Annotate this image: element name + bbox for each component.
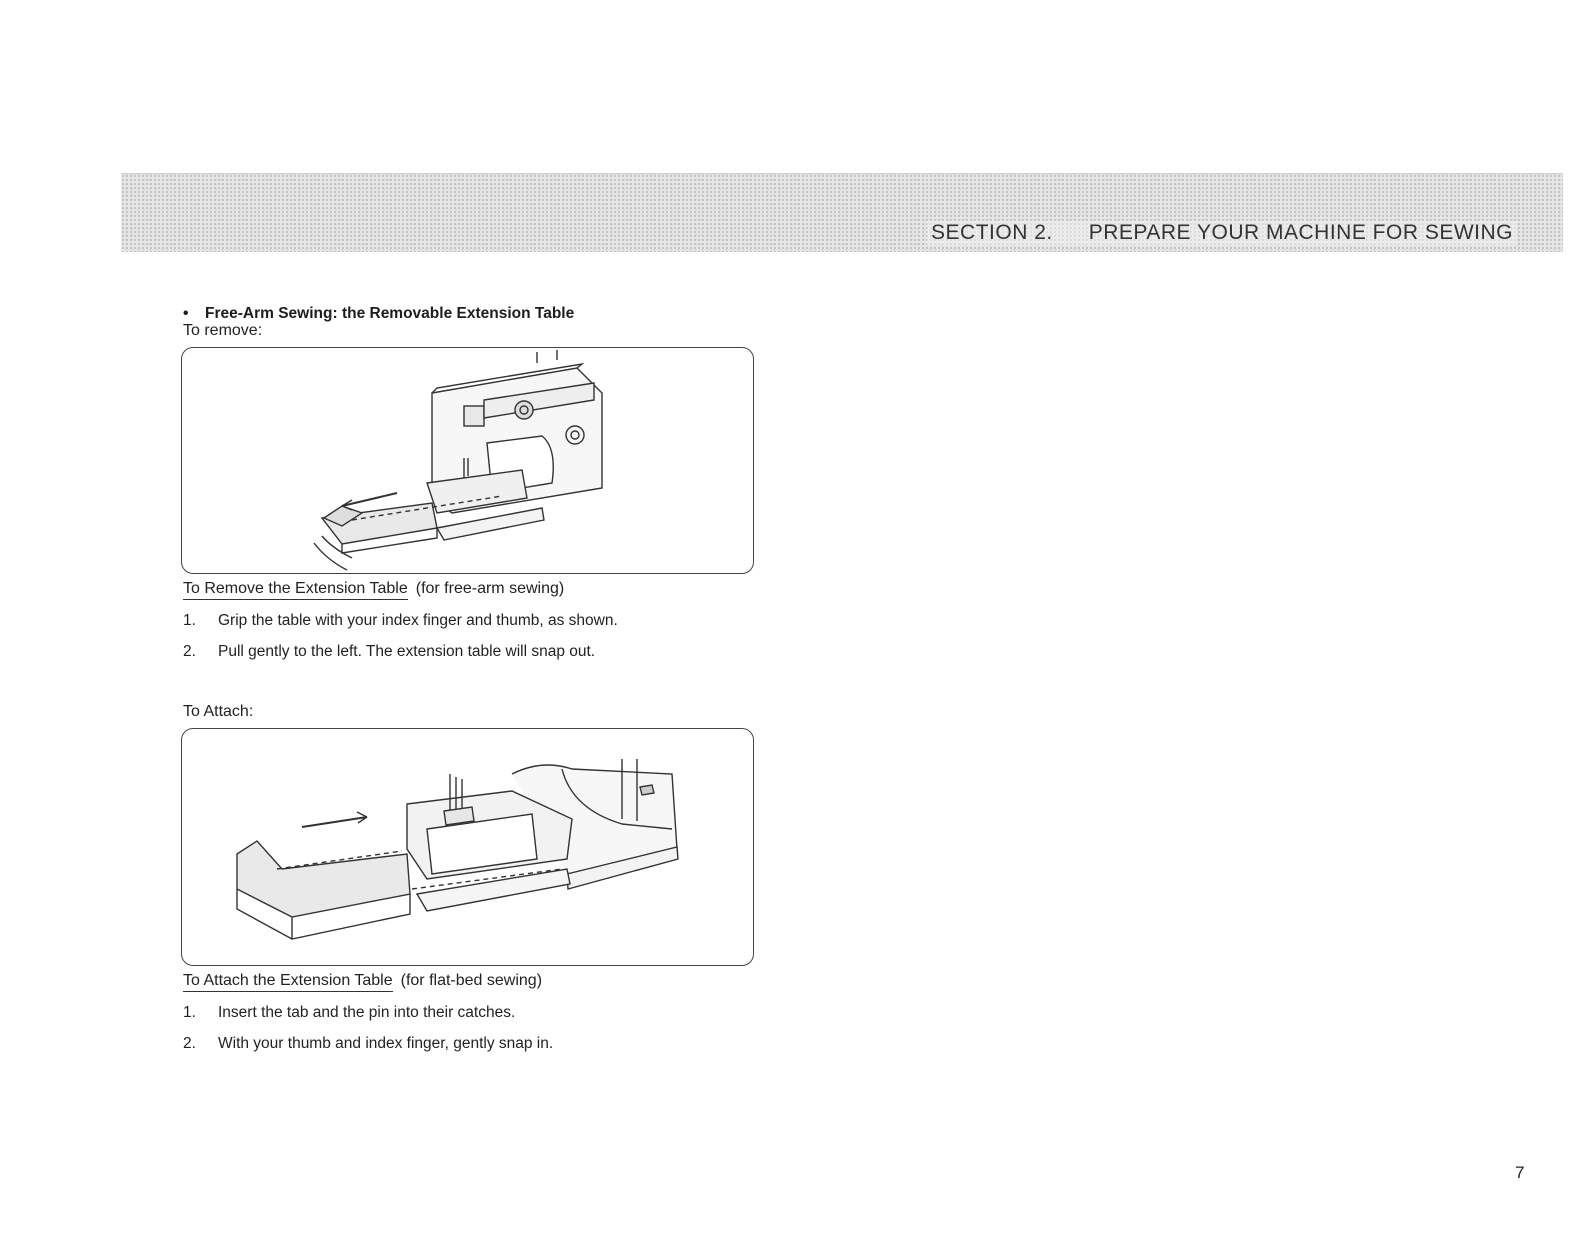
step-number: 2.: [183, 643, 196, 660]
section-banner: [121, 173, 1563, 252]
attach-illustration: [181, 728, 754, 966]
remove-label: To remove:: [183, 322, 263, 339]
step-text: Insert the tab and the pin into their catches.: [218, 1004, 516, 1021]
topic-heading: [183, 305, 574, 323]
step-number: 1.: [183, 1004, 196, 1021]
step-text: With your thumb and index finger, gently snap in.: [218, 1035, 554, 1052]
remove-illustration: [181, 347, 754, 574]
section-number: SECTION 2.: [931, 221, 1053, 244]
step-number: 2.: [183, 1035, 196, 1052]
attach-caption-note: (for flat-bed sewing): [400, 972, 543, 989]
topic-heading-text: Free-Arm Sewing: the Removable Extension Table: [205, 305, 575, 322]
page-number: 7: [1515, 1163, 1525, 1182]
attach-caption: [183, 972, 542, 990]
section-title: PREPARE YOUR MACHINE FOR SEWING: [1088, 221, 1513, 244]
remove-step: [183, 612, 618, 630]
section-heading: [927, 221, 1517, 245]
remove-step: [183, 643, 595, 661]
remove-caption: [183, 580, 564, 598]
remove-caption-note: (for free-arm sewing): [415, 580, 565, 597]
step-text: Pull gently to the left. The extension table will snap out.: [218, 643, 596, 660]
step-number: 1.: [183, 612, 196, 629]
attach-label: To Attach:: [183, 703, 254, 720]
attach-step: [183, 1004, 515, 1022]
sewing-machine-attach-drawing: [182, 729, 753, 965]
attach-step: [183, 1035, 553, 1053]
attach-caption-title: To Attach the Extension Table: [183, 972, 393, 992]
bullet-icon: •: [183, 305, 189, 322]
remove-caption-title: To Remove the Extension Table: [183, 580, 408, 600]
sewing-machine-remove-drawing: [182, 348, 753, 573]
step-text: Grip the table with your index finger and thumb, as shown.: [218, 612, 618, 629]
